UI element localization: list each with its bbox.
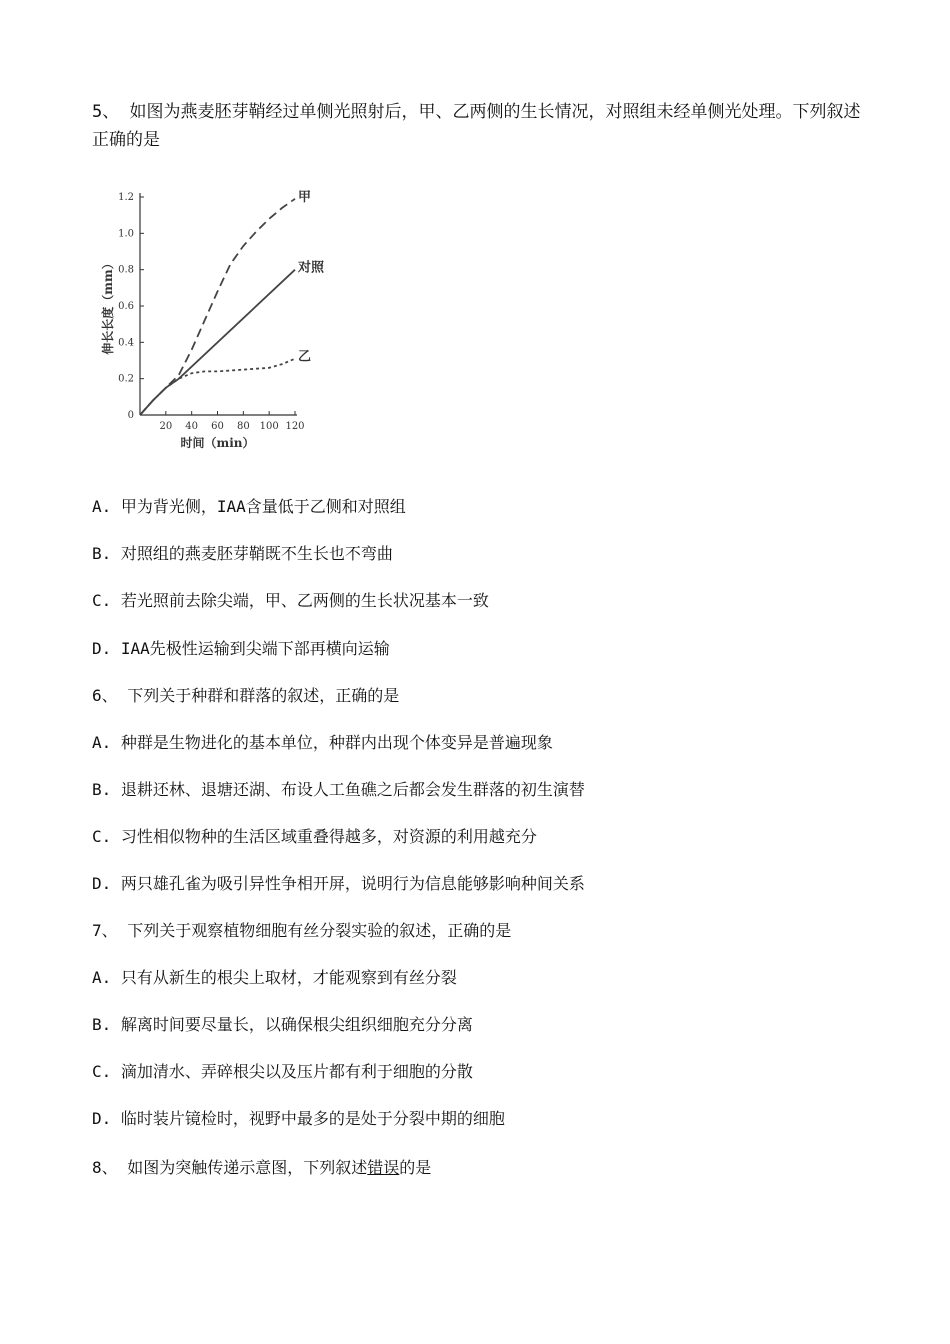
q8-stem-before: 8、 如图为突触传递示意图，下列叙述 (92, 1158, 368, 1177)
q8-stem (92, 1155, 431, 1178)
q6-option-c: C. 习性相似物种的生活区域重叠得越多，对资源的利用越充分 (92, 827, 537, 846)
x-tick-label: 80 (236, 421, 250, 432)
x-tick-label: 100 (259, 421, 279, 432)
q5-option-a: A. 甲为背光侧，IAA含量低于乙侧和对照组 (92, 497, 406, 516)
y-tick-label: 0.2 (118, 373, 134, 385)
q7-option-c: C. 滴加清水、弄碎根尖以及压片都有利于细胞的分散 (92, 1062, 473, 1081)
q6-option-d: D. 两只雄孔雀为吸引异性争相开屏，说明行为信息能够影响种间关系 (92, 874, 585, 893)
y-tick-label: 1.0 (118, 228, 134, 240)
y-axis-label: 伸长长度（mm） (101, 257, 115, 355)
q8-stem-after: 的是 (399, 1158, 432, 1177)
q7-option-d: D. 临时装片镜检时，视野中最多的是处于分裂中期的细胞 (92, 1109, 505, 1128)
q7-stem: 7、 下列关于观察植物细胞有丝分裂实验的叙述，正确的是 (92, 921, 512, 940)
series-label-2: 乙 (298, 349, 312, 365)
x-tick-label: 20 (159, 421, 173, 432)
q5-option-b: B. 对照组的燕麦胚芽鞘既不生长也不弯曲 (92, 544, 393, 563)
y-tick-label: 0 (127, 410, 134, 421)
q5-stem: 5、 如图为燕麦胚芽鞘经过单侧光照射后，甲、乙两侧的生长情况，对照组未经单侧光处理。下列叙述正确的是 (92, 102, 861, 150)
q5-option-d: D. IAA先极性运输到尖端下部再横向运输 (92, 639, 390, 658)
y-tick-label: 0.8 (118, 264, 134, 276)
series-label-0: 甲 (298, 189, 312, 205)
series-line-2 (140, 359, 295, 415)
q6-option-b: B. 退耕还林、退塘还湖、布设人工鱼礁之后都会发生群落的初生演替 (92, 780, 585, 799)
y-tick-label: 0.6 (118, 301, 134, 312)
q7-option-a: A. 只有从新生的根尖上取材，才能观察到有丝分裂 (92, 968, 457, 987)
y-tick-label: 1.2 (118, 192, 134, 203)
x-tick-label: 40 (185, 421, 199, 432)
x-axis-label: 时间（min） (180, 436, 255, 450)
series-line-0 (140, 199, 295, 415)
series-label-1: 对照 (298, 260, 325, 276)
q8-stem-underlined: 错误 (367, 1158, 400, 1177)
q5-growth-chart (100, 180, 340, 465)
y-tick-label: 0.4 (118, 337, 134, 349)
q6-option-a: A. 种群是生物进化的基本单位，种群内出现个体变异是普遍现象 (92, 733, 553, 752)
q5-option-c: C. 若光照前去除尖端，甲、乙两侧的生长状况基本一致 (92, 591, 489, 610)
q6-stem: 6、 下列关于种群和群落的叙述，正确的是 (92, 686, 400, 705)
x-tick-label: 120 (285, 421, 305, 432)
q7-option-b: B. 解离时间要尽量长，以确保根尖组织细胞充分分离 (92, 1015, 473, 1034)
x-tick-label: 60 (211, 421, 224, 432)
